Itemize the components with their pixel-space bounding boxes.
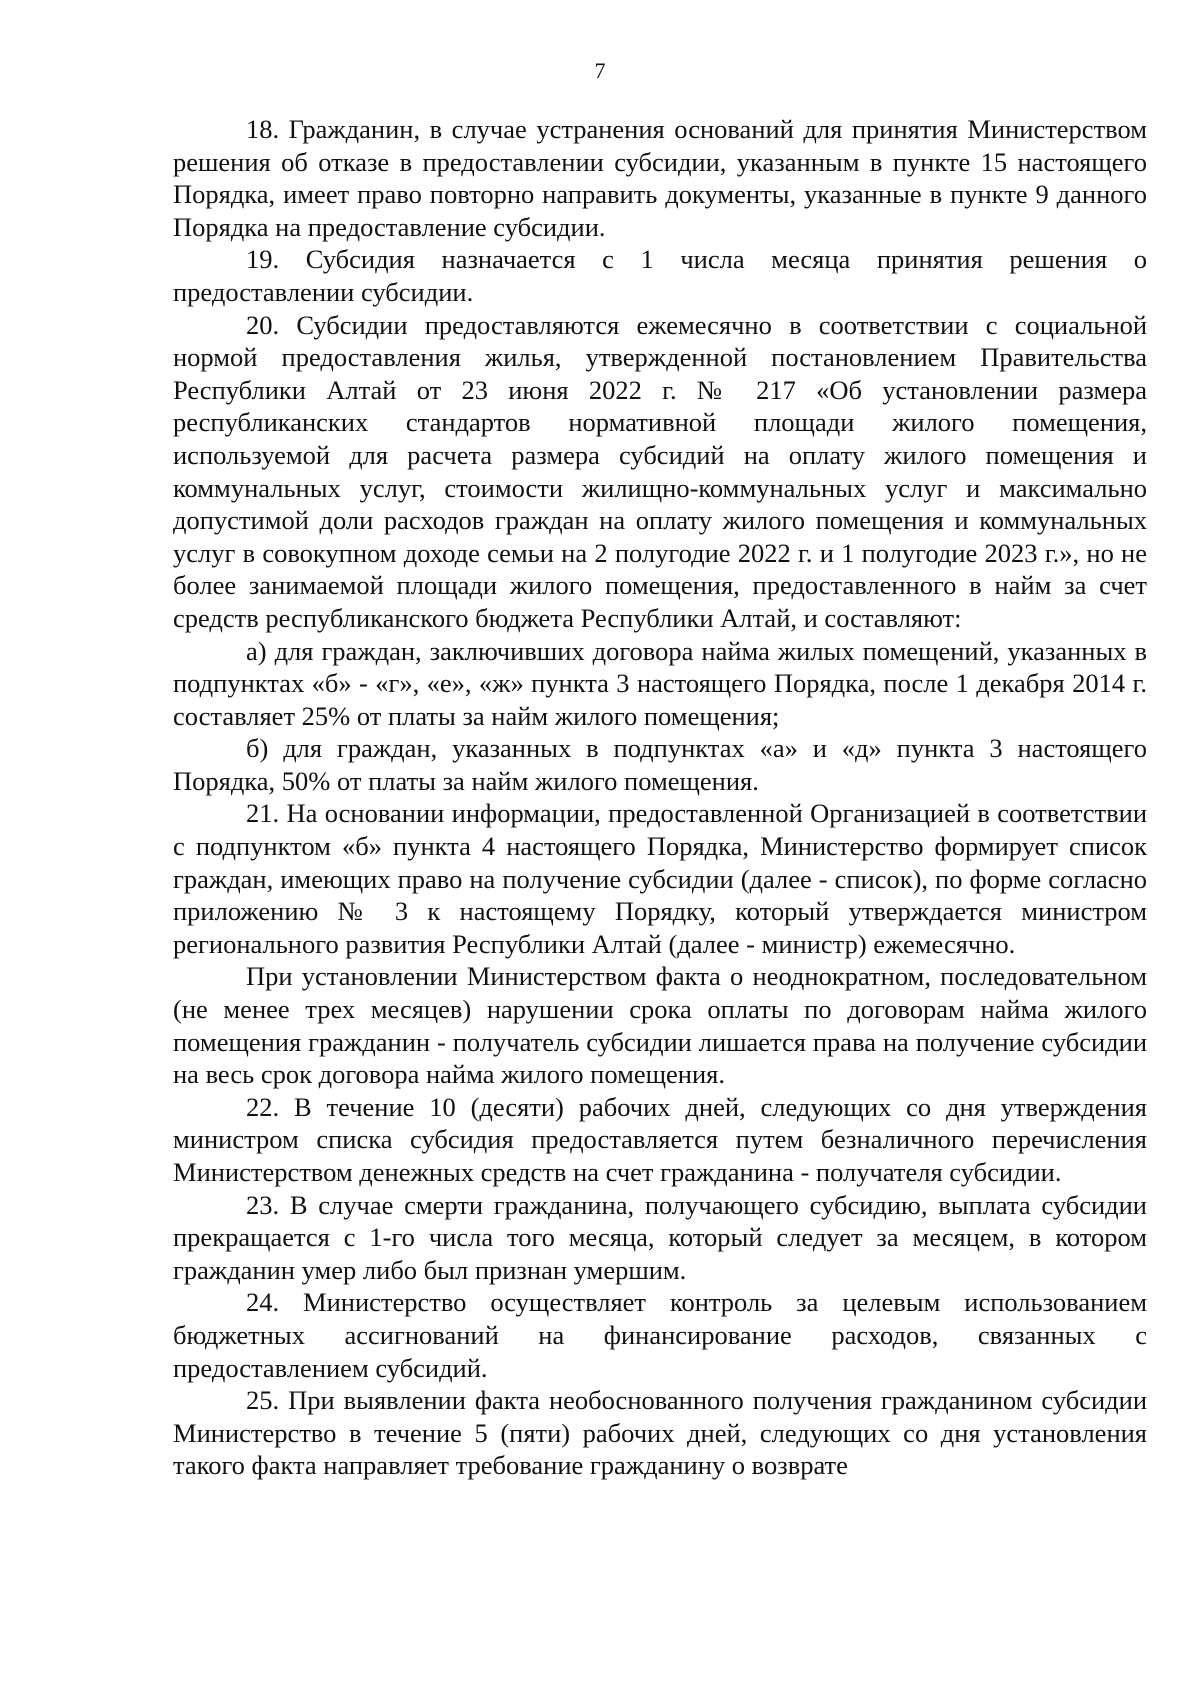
paragraph-21-cont: При установлении Министерством факта о неоднократном, последовательном (не менее трех месяцев) нарушении срока оплаты по договорам найма жилого помещения гражданин - получатель субсидии лишается права на получение субсидии на весь срок договора найма жилого помещения. <box>173 961 1147 1090</box>
document-body <box>173 113 1147 1482</box>
page-number: 7 <box>594 58 606 83</box>
paragraph-20: 20. Субсидии предоставляются ежемесячно в соответствии с социальной нормой предоставления жилья, утвержденной постановлением Правительства Республики Алтай от 23 июня 2022 г. № 217 «Об установлении размера республиканских стандартов нормативной площади жилого помещения, используемой для расчета размера субсидий на оплату жилого помещения и коммунальных услуг, стоимости жилищно-коммунальных услуг и максимально допустимой доли расходов граждан на оплату жилого помещения и коммунальных услуг в совокупном доходе семьи на 2 полугодие 2022 г. и 1 полугодие 2023 г.», но не более занимаемой площади жилого помещения, предоставленного в найм за счет средств республиканского бюджета Республики Алтай, и составляют: <box>173 309 1147 633</box>
paragraph-25: 25. При выявлении факта необоснованного получения гражданином субсидии Министерство в течение 5 (пяти) рабочих дней, следующих со дня установления такого факта направляет требование гражданину о возврате <box>173 1385 1147 1481</box>
paragraph-24: 24. Министерство осуществляет контроль за целевым использованием бюджетных ассигнований на финансирование расходов, связанных с предоставлением субсидий. <box>173 1287 1147 1383</box>
paragraph-19: 19. Субсидия назначается с 1 числа месяца принятия решения о предоставлении субсидии. <box>173 244 1147 307</box>
paragraph-22: 22. В течение 10 (десяти) рабочих дней, следующих со дня утверждения министром списка субсидия предоставляется путем безналичного перечисления Министерством денежных средств на счет гражданина - получателя субсидии. <box>173 1091 1147 1187</box>
paragraph-23: 23. В случае смерти гражданина, получающего субсидию, выплата субсидии прекращается с 1-го числа того месяца, который следует за месяцем, в котором гражданин умер либо был признан умершим. <box>173 1189 1147 1285</box>
paragraph-20-b: б) для граждан, указанных в подпунктах «а» и «д» пункта 3 настоящего Порядка, 50% от платы за найм жилого помещения. <box>173 733 1147 796</box>
paragraph-20-a: а) для граждан, заключивших договора найма жилых помещений, указанных в подпунктах «б» - «г», «е», «ж» пункта 3 настоящего Порядка, после 1 декабря 2014 г. составляет 25% от платы за найм жилого помещения; <box>173 635 1147 731</box>
paragraph-18: 18. Гражданин, в случае устранения оснований для принятия Министерством решения об отказе в предоставлении субсидии, указанным в пункте 15 настоящего Порядка, имеет право повторно направить документы, указанные в пункте 9 данного Порядка на предоставление субсидии. <box>173 114 1147 242</box>
paragraph-21: 21. На основании информации, предоставленной Организацией в соответствии с подпунктом «б» пункта 4 настоящего Порядка, Министерство формирует список граждан, имеющих право на получение субсидии (далее - список), по форме согласно приложению № 3 к настоящему Порядку, который утверждается министром регионального развития Республики Алтай (далее - министр) ежемесячно. <box>173 798 1147 959</box>
